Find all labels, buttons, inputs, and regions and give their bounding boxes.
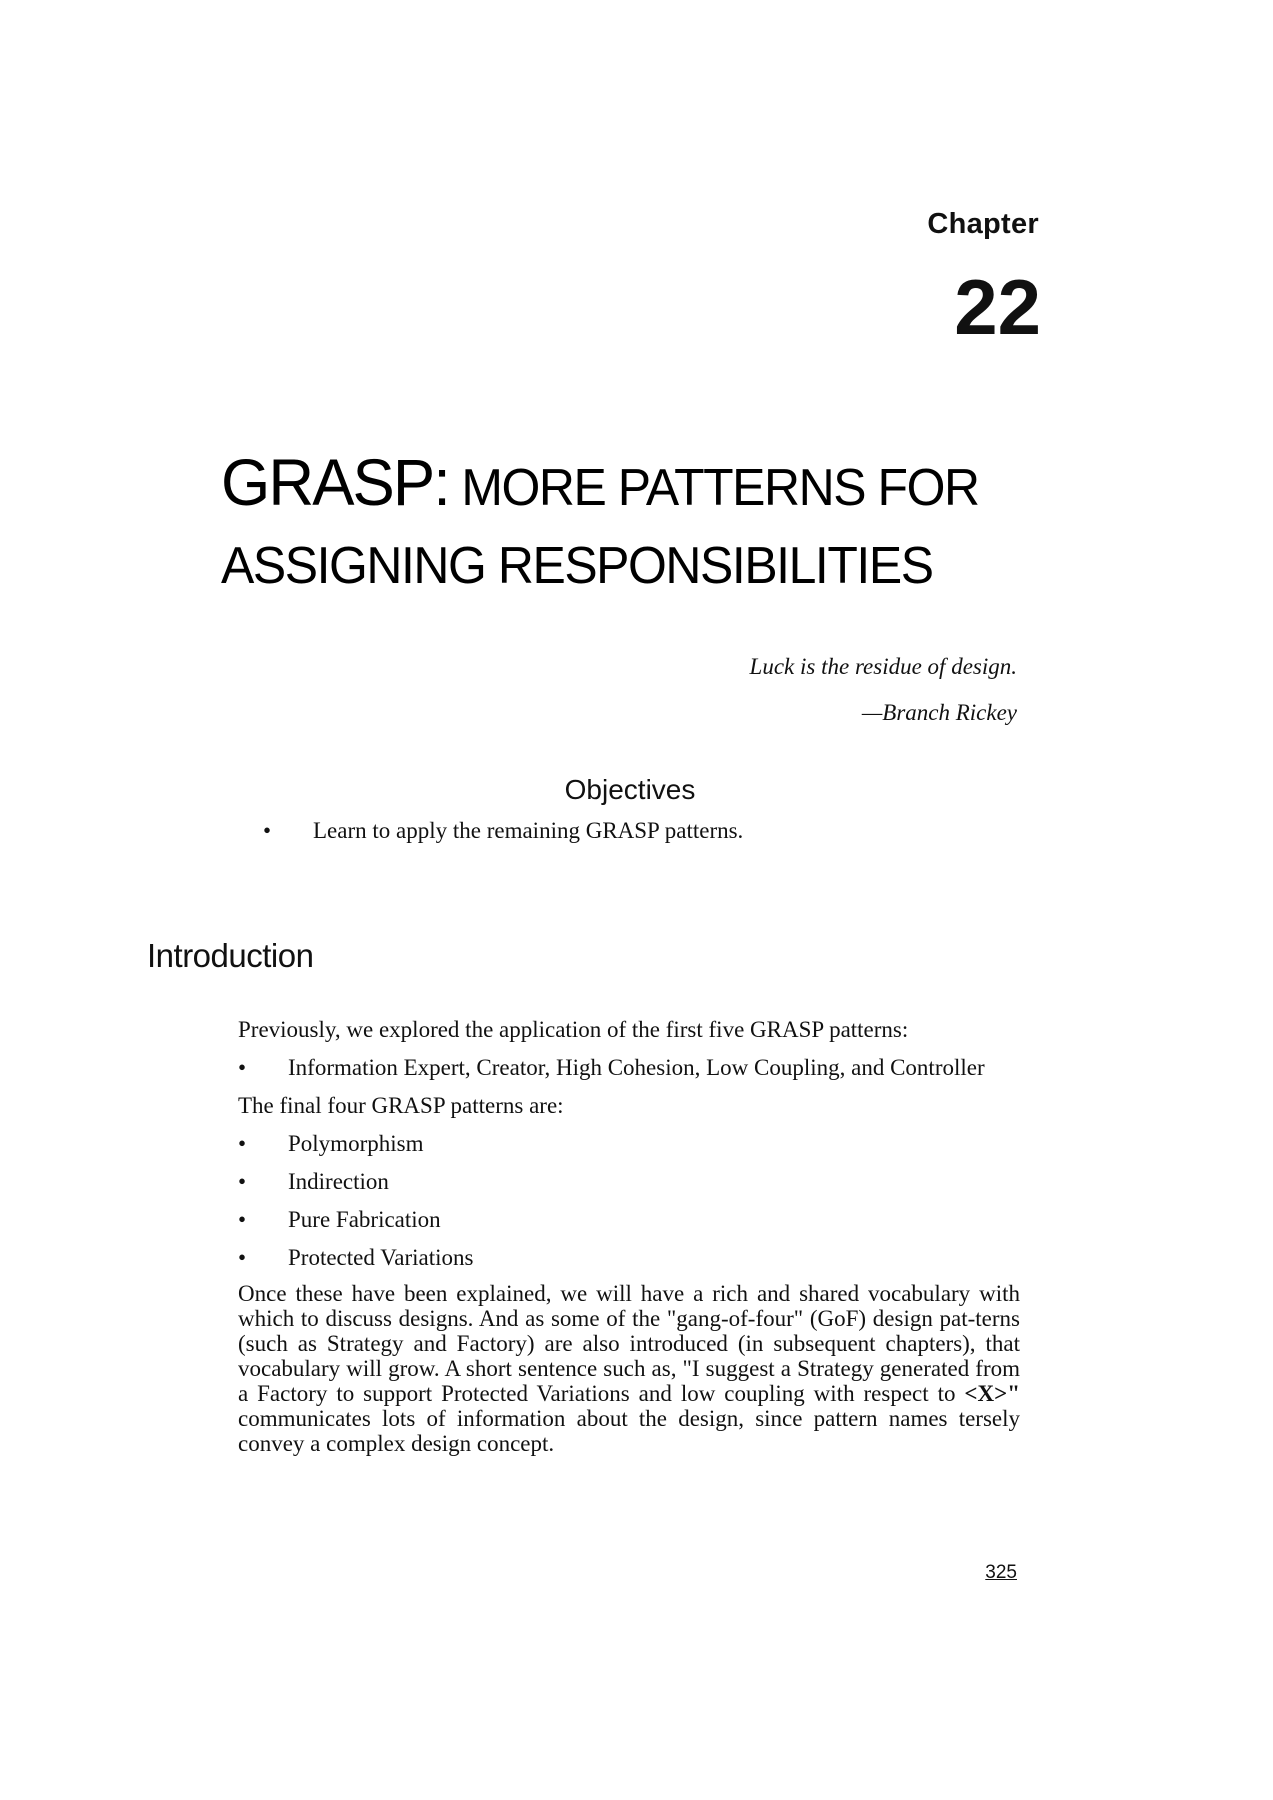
objective-text: Learn to apply the remaining GRASP patterns.	[313, 818, 744, 843]
list-item	[238, 1201, 1020, 1239]
final-lead: The final four GRASP patterns are:	[238, 1093, 564, 1118]
pattern-protected-variations: Protected Variations	[288, 1245, 474, 1270]
first-five-patterns: Information Expert, Creator, High Cohesion, Low Coupling, and Controller	[288, 1055, 985, 1080]
title-line1-rest: MORE PATTERNS FOR	[448, 459, 979, 517]
pattern-polymorphism: Polymorphism	[288, 1131, 424, 1156]
bullet-icon: •	[238, 1207, 247, 1232]
objectives-heading: Objectives	[564, 774, 696, 805]
introduction-body	[238, 1011, 1020, 1456]
bullet-icon: •	[263, 818, 272, 843]
epigraph-quote: Luck is the residue of design.	[749, 654, 1017, 679]
list-item	[238, 1049, 1020, 1087]
chapter-label: Chapter	[927, 208, 1039, 240]
chapter-title	[221, 442, 1085, 606]
objectives-list	[263, 818, 743, 844]
pattern-indirection: Indirection	[288, 1169, 389, 1194]
paragraph-code: <X>"	[964, 1381, 1020, 1406]
title-line2: ASSIGNING RESPONSIBILITIES	[221, 537, 933, 595]
title-grasp: GRASP:	[221, 445, 449, 519]
epigraph-attribution: —Branch Rickey	[861, 700, 1017, 725]
page-number: 325	[985, 1562, 1017, 1583]
list-item	[238, 1163, 1020, 1201]
list-item	[238, 1239, 1020, 1277]
bullet-icon: •	[238, 1245, 247, 1270]
list-item	[238, 1125, 1020, 1163]
pattern-pure-fabrication: Pure Fabrication	[288, 1207, 441, 1232]
bullet-icon: •	[238, 1169, 247, 1194]
intro-paragraph	[238, 1281, 1020, 1456]
epigraph	[750, 644, 1017, 736]
bullet-icon: •	[238, 1055, 247, 1080]
paragraph-text-before: Once these have been explained, we will have a rich and shared vocabulary with which to discuss designs. And as some of the "gang-of-four" (GoF) design pat-terns (such as Strategy and Factory) are also introduced (in subsequent chapters), that vocabulary will grow. A short sentence such as, "I suggest a Strategy generated from a Factory to support Protected Variations and low coupling with respect to	[238, 1281, 1020, 1406]
bullet-icon: •	[238, 1131, 247, 1156]
list-item	[263, 818, 743, 844]
introduction-heading: Introduction	[147, 937, 314, 974]
intro-lead: Previously, we explored the application of the first five GRASP patterns:	[238, 1017, 909, 1042]
chapter-number: 22	[954, 263, 1041, 351]
paragraph-text-after: communicates lots of information about the design, since pattern names tersely convey a complex design concept.	[238, 1406, 1020, 1456]
